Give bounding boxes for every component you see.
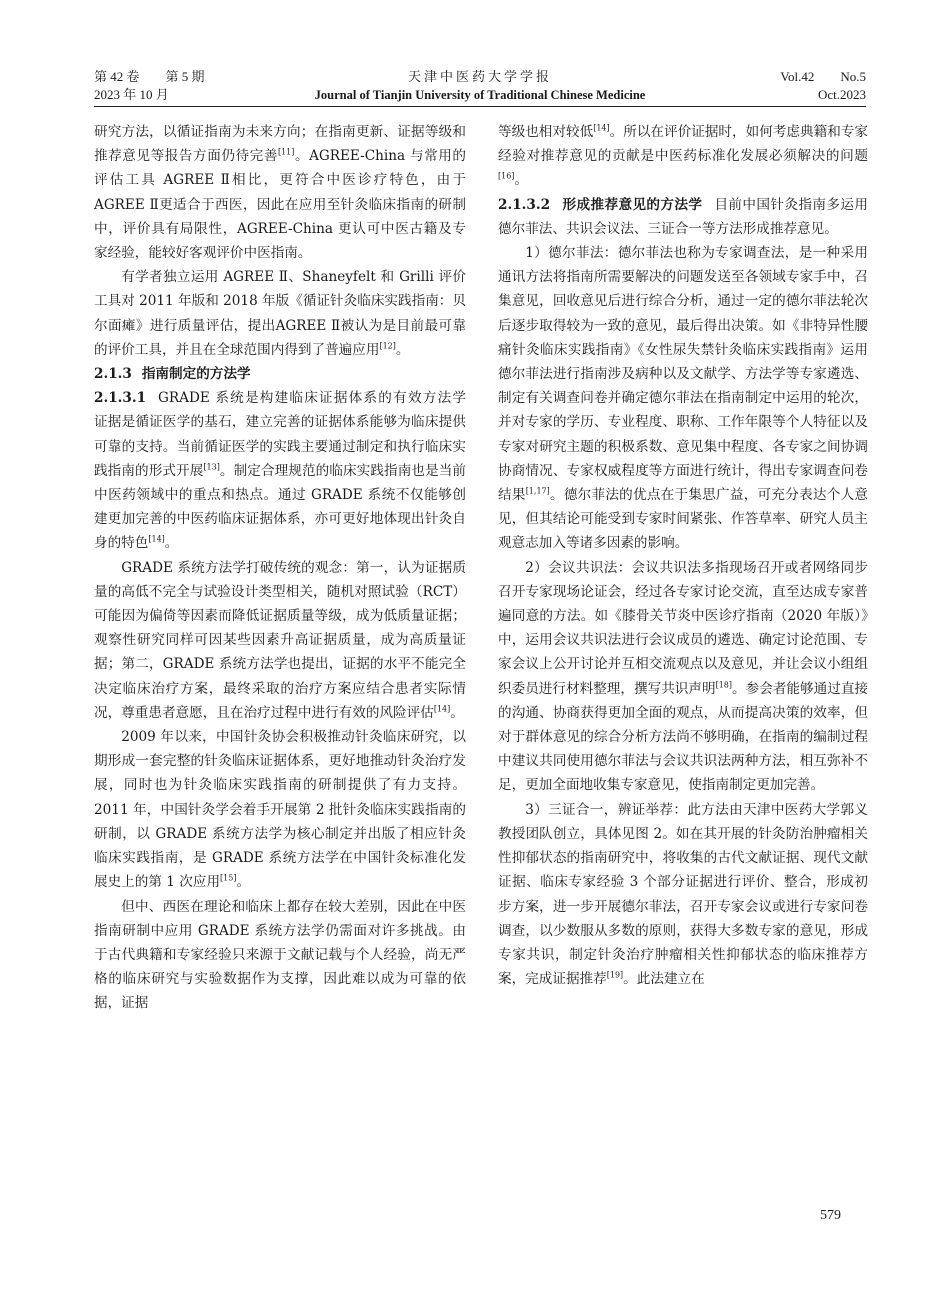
paragraph: 1）德尔菲法：德尔菲法也称为专家调查法，是一种采用通讯方法将指南所需要解决的问题发送至各领域专家手中，召集意见，回收意见后进行综合分析，通过一定的德尔菲法轮次后逐步取得较为一致的意见，最后得出决策。如《非特异性腰痛针灸临床实践指南》《女性尿失禁针灸临床实践指南》运用德尔菲法进行指南涉及病种以及文献学、方法学等专家遴选、制定有关调查问卷并确定德尔菲法在指南制定中运用的轮次，并对专家的学历、专业程度、职称、工作年限等个人特征以及专家对研究主题的积极系数、意见集中程度、各专家之间协调协商情况、专家权威程度等方面进行统计，得出专家调查问卷结果[1,17]。德尔菲法的优点在于集思广益，可充分表达个人意见，但其结论可能受到专家时间紧张、作答草率、研究人员主观意志加入等诸多因素的影响。	[498, 245, 869, 552]
subsection-number: 2.1.3.1	[94, 390, 147, 407]
citation: [18]	[715, 680, 733, 690]
subsection-number: 2.1.3.2	[498, 196, 551, 213]
paragraph: 2009 年以来，中国针灸协会积极推动针灸临床研究，以期形成一套完整的针灸临床证据体系，更好地推动针灸治疗发展，同时也为针灸临床实践指南的研制提供了有力支持。2011 年，中国针灸学会着手开展第 2 批针灸临床实践指南的研制，以 GRADE 系统方法学为核心制定并出版了相应针灸临床实践指南，是 GRADE 系统方法学在中国针灸标准化发展史上的第 1 次应用[15]。	[94, 729, 466, 891]
citation: [1,17]	[525, 486, 550, 496]
paragraph: GRADE 系统方法学打破传统的观念：第一，认为证据质量的高低不完全与试验设计类型相关，随机对照试验（RCT）可能因为偏倚等因素而降低证据质量等级，成为低质量证据；观察性研究同样可因某些因素升高证据质量，成为高质量证据；第二，GRADE 系统方法学也提出，证据的水平不能完全决定临床治疗方案，最终采取的治疗方案应结合患者实际情况，尊重患者意愿，且在治疗过程中进行有效的风险评估[14]。	[94, 559, 466, 721]
left-column	[94, 120, 466, 1016]
citation: [14]	[593, 123, 610, 133]
section-heading	[94, 362, 466, 386]
journal-title-cn: 天津中医药大学学报	[407, 69, 552, 84]
paragraph: 2.1.3.2 形成推荐意见的方法学 目前中国针灸指南多运用德尔菲法、共识会议法、三证合一等方法形成推荐意见。	[498, 196, 869, 237]
paragraph: 但中、西医在理论和临床上都存在较大差别，因此在中医指南研制中应用 GRADE 系统方法学仍需面对许多挑战。由于古代典籍和专家经验只来源于文献记载与个人经验，尚无严格的临床研究与实验数据作为支撑，因此难以成为可靠的依据，证据	[94, 898, 466, 1012]
citation: [14]	[433, 704, 451, 714]
journal-title-en: Journal of Tianjin University of Traditional Chinese Medicine	[314, 88, 646, 102]
paragraph: 2.1.3.1 GRADE 系统是构建临床证据体系的有效方法学 证据是循证医学的基石，建立完善的证据体系能够为临床提供可靠的支持。当前循证医学的实践主要通过制定和执行临床实践指南的形式开展[13]。制定合理规范的临床实践指南也是当前中医药领域中的重点和热点。通过 GRADE 系统不仅能够创建更加完善的中医药临床证据体系，亦可更好地体现出针灸自身的特色[14]。	[94, 390, 467, 552]
citation: [13]	[203, 462, 220, 472]
subsection-title: GRADE 系统是构建临床证据体系的有效方法学	[158, 390, 466, 407]
citation: [12]	[379, 341, 396, 351]
right-column	[498, 120, 868, 991]
citation: [15]	[220, 873, 237, 883]
citation: [16]	[498, 171, 515, 181]
subsection-title: 形成推荐意见的方法学	[562, 196, 703, 213]
header-date-en: Oct.2023	[817, 87, 866, 102]
paragraph: 有学者独立运用 AGREE Ⅱ、Shaneyfelt 和 Grilli 评价工具对 2011 年版和 2018 年版《循证针灸临床实践指南：贝尔面瘫》进行质量评估，提出AGREE Ⅱ被认为是目前最可靠的评价工具，并且在全球范围内得到了普遍应用[12]。	[94, 269, 466, 358]
running-header	[94, 66, 866, 107]
section-title: 指南制定的方法学	[141, 366, 251, 383]
page-number: 579	[820, 1208, 841, 1223]
header-right	[780, 68, 866, 104]
header-volume: 第 42 卷 第 5 期	[94, 69, 205, 84]
header-center	[94, 68, 866, 104]
paragraph: 3）三证合一，辨证举荐：此方法由天津中医药大学郭义教授团队创立，具体见图 2。如在其开展的针灸防治肿瘤相关性抑郁状态的指南研究中，将收集的古代文献证据、现代文献证据、临床专家经验 3 个部分证据进行评价、整合，形成初步方案，进一步开展德尔菲法，召开专家会议或进行专家问卷调查，以少数服从多数的原则，获得大多数专家的意见，形成专家共识，制定针灸治疗肿瘤相关性抑郁状态的临床推荐方案，完成证据推荐[19]。此法建立在	[498, 801, 868, 988]
citation: [14]	[148, 534, 165, 544]
paragraph: 2）会议共识法：会议共识法多指现场召开或者网络同步召开专家现场论证会，经过各专家讨论交流，直至达成专家普遍同意的方法。如《膝骨关节炎中医诊疗指南（2020 年版）》中，运用会议共识法进行会议成员的遴选、确定讨论范围、专家会议上公开讨论并互相交流观点以及意见，并让会议小组组织委员进行材料整理，撰写共识声明[18]。参会者能够通过直接的沟通、协商获得更加全面的观点，从而提高决策的效率，但对于群体意见的综合分析方法尚不够明确，在指南的编制过程中建议共同使用德尔菲法与会议共识法两种方法，相互弥补不足，更加全面地收集专家意见，使指南制定更加完善。	[498, 559, 869, 794]
section-number: 2.1.3	[94, 366, 132, 383]
paragraph: 等级也相对较低[14]。所以在评价证据时，如何考虑典籍和专家经验对推荐意见的贡献是中医药标准化发展必须解决的问题[16]。	[498, 123, 869, 189]
citation: [19]	[606, 970, 624, 980]
citation: [11]	[277, 147, 295, 157]
paragraph: 研究方法，以循证指南为未来方向；在指南更新、证据等级和推荐意见等报告方面仍待完善[11]。AGREE-China 与常用的评估工具 AGREE Ⅱ相比，更符合中医诊疗特色，由于 AGREE Ⅱ更适合于西医，因此在应用至针灸临床指南的研制中，评价具有局限性，AGREE-China 更认可中医古籍及专家经验，能较好客观评价中医指南。	[94, 124, 466, 262]
header-vol-en: Vol.42 No.5	[780, 69, 866, 84]
header-date: 2023 年 10 月	[94, 87, 169, 102]
